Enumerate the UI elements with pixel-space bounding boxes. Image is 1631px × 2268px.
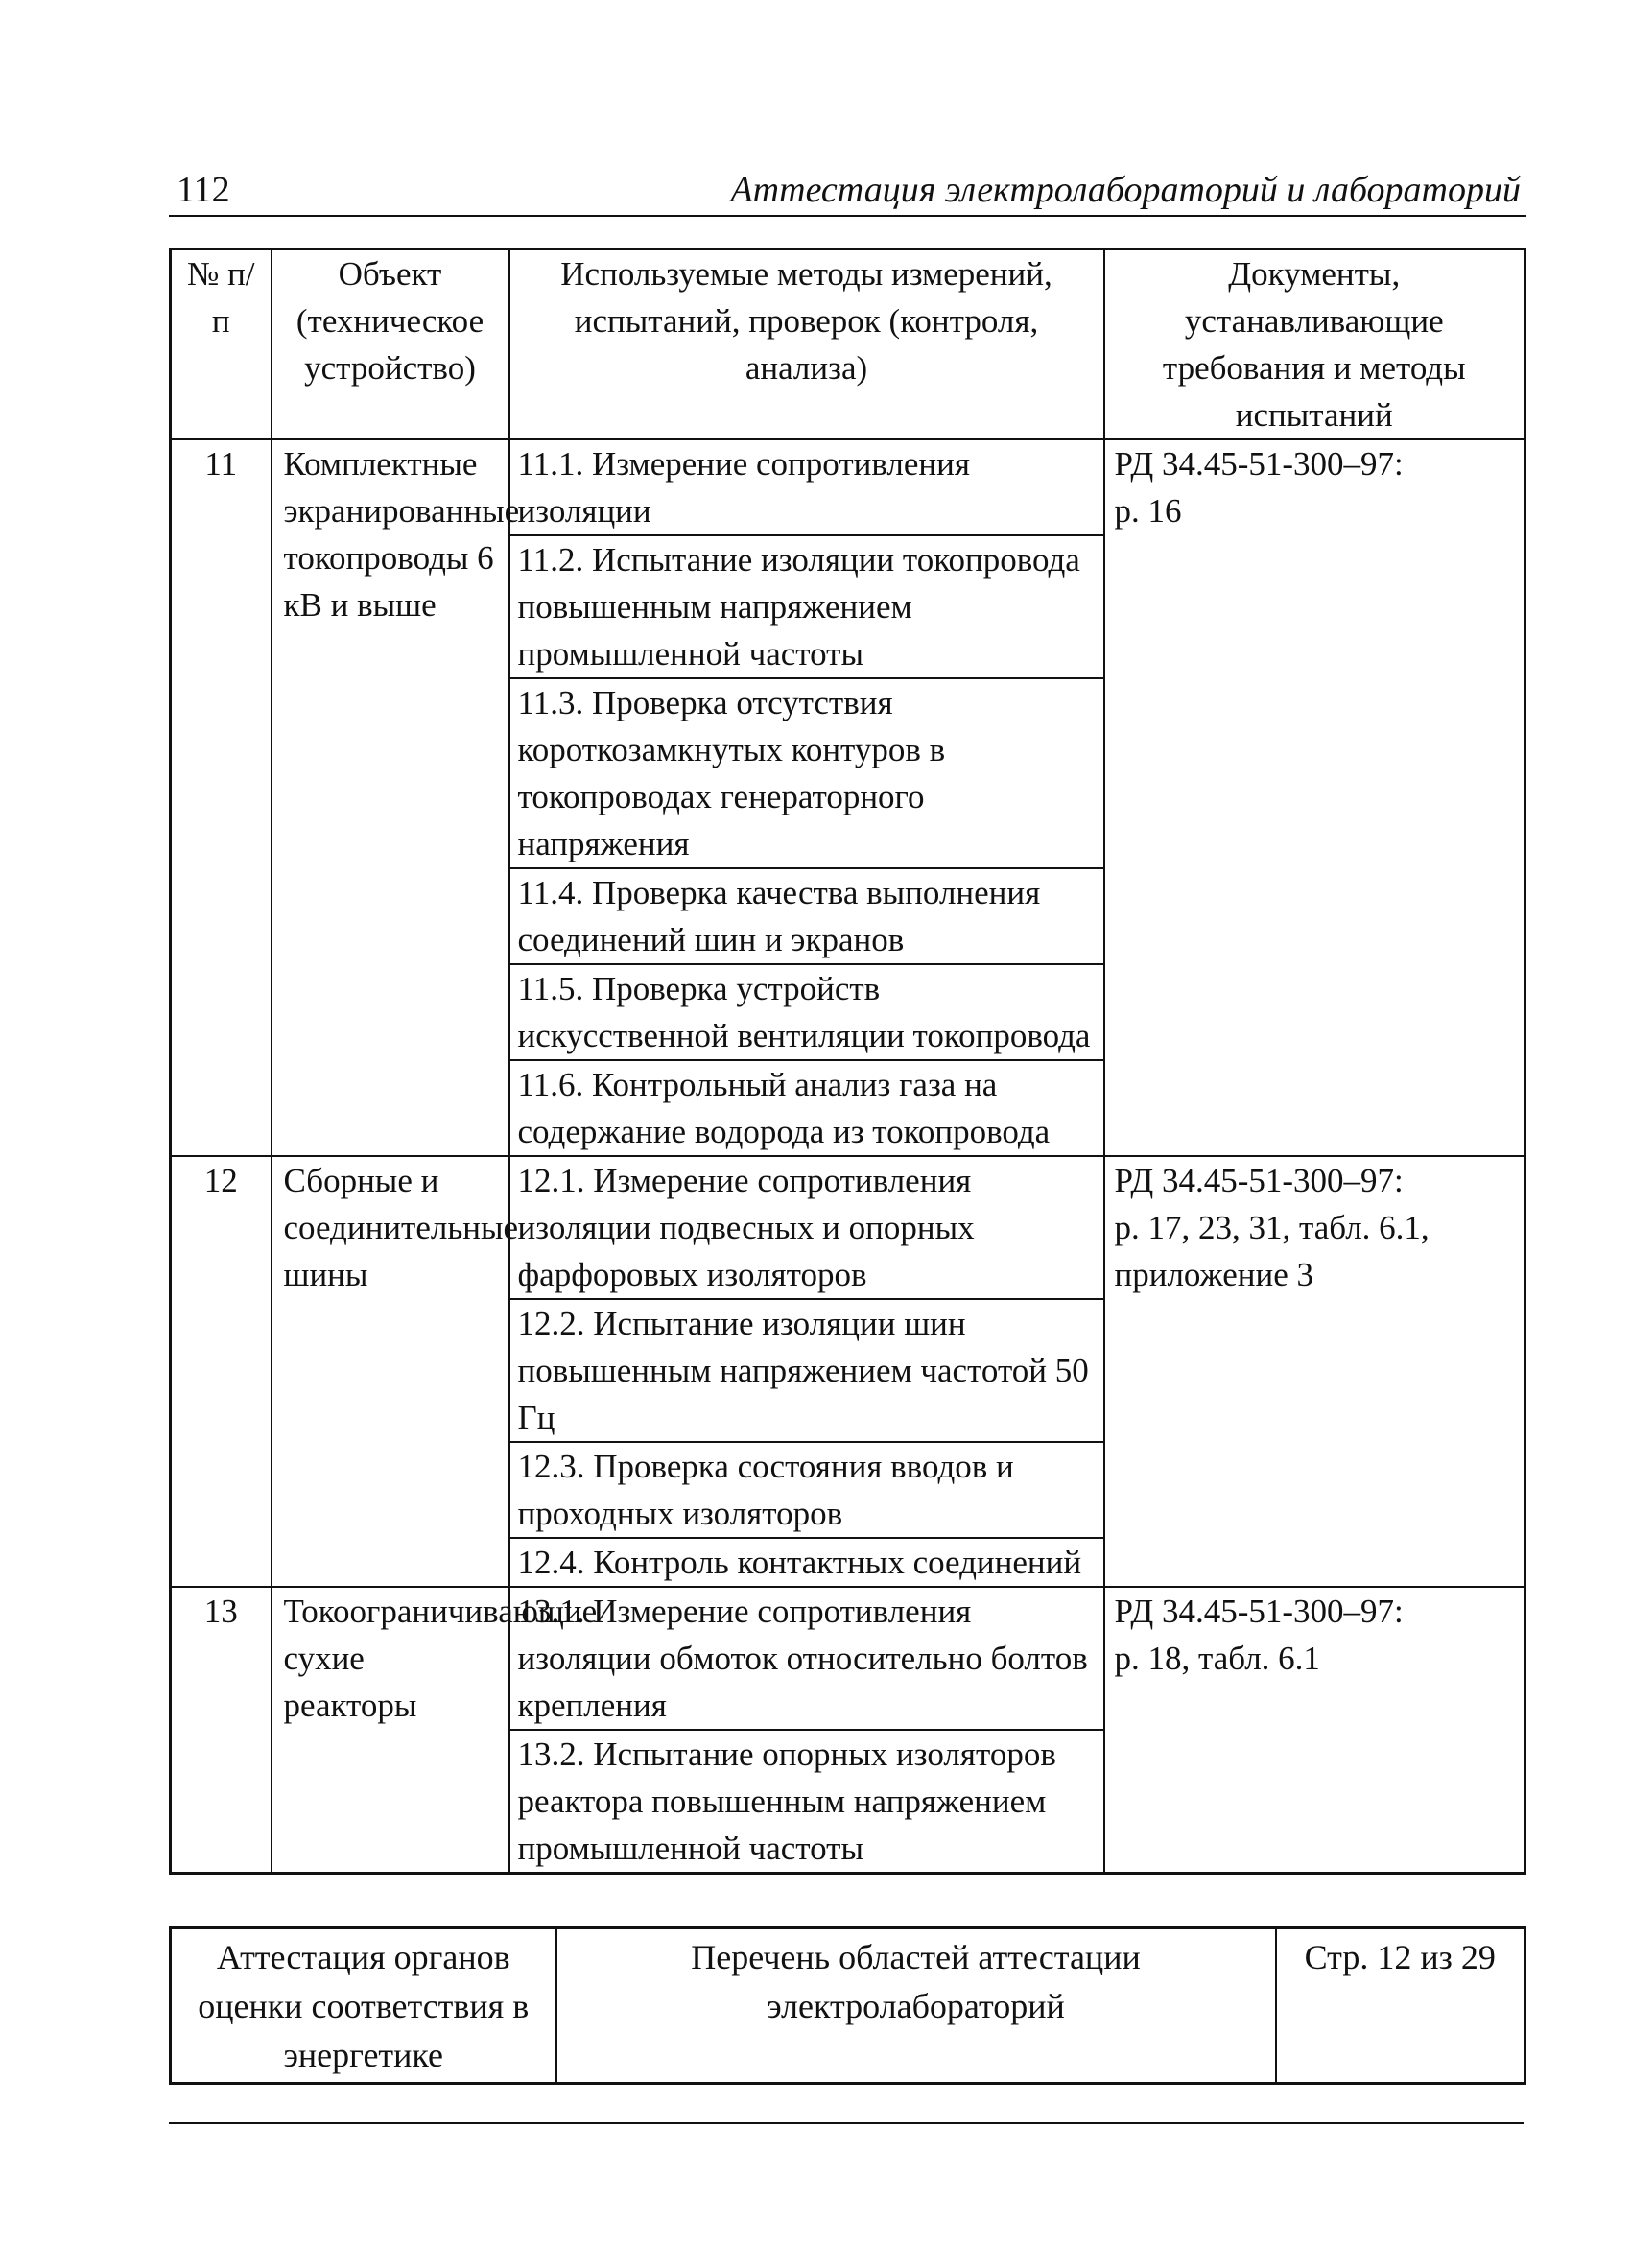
page-number: 112 [177, 170, 230, 210]
object-cell: Токоограничивающие сухие реакторы [272, 1587, 509, 1874]
method-cell: 11.2. Испытание изоляции токопровода повышенным напряжением промышленной частоты [509, 535, 1104, 678]
documents-cell: РД 34.45-51-300–97: р. 18, табл. 6.1 [1104, 1587, 1525, 1874]
footer-table [169, 1926, 1526, 2085]
method-cell: 11.1. Измерение сопротивления изоляции [509, 439, 1104, 535]
documents-cell: РД 34.45-51-300–97: р. 16 [1104, 439, 1525, 1156]
row-number: 13 [171, 1587, 272, 1874]
header-methods: Используемые методы измерений, испытаний, проверок (контроля, анализа) [509, 249, 1104, 440]
method-cell: 13.1. Измерение сопротивления изоляции обмоток относительно болтов крепления [509, 1587, 1104, 1730]
row-number: 12 [171, 1156, 272, 1587]
table-header-row [171, 249, 1525, 440]
method-cell: 12.1. Измерение сопротивления изоляции подвесных и опорных фарфоровых изоляторов [509, 1156, 1104, 1299]
method-cell: 11.4. Проверка качества выполнения соединений шин и экранов [509, 868, 1104, 964]
footer-organization: Аттестация органов оценки соответствия в энергетике [171, 1928, 556, 2084]
documents-cell: РД 34.45-51-300–97: р. 17, 23, 31, табл. 6.1, приложение 3 [1104, 1156, 1525, 1587]
header-rule [169, 215, 1526, 217]
method-cell: 11.3. Проверка отсутствия короткозамкнутых контуров в токопроводах генераторного напряжения [509, 678, 1104, 868]
row-number: 11 [171, 439, 272, 1156]
footer-document-title: Перечень областей аттестации электролабораторий [556, 1928, 1276, 2084]
footer-row [171, 1928, 1525, 2084]
object-cell: Сборные и соединительные шины [272, 1156, 509, 1587]
method-cell: 13.2. Испытание опорных изоляторов реактора повышенным напряжением промышленной частоты [509, 1730, 1104, 1874]
table-row [171, 1587, 1525, 1730]
table-row [171, 439, 1525, 535]
method-cell: 12.3. Проверка состояния вводов и проходных изоляторов [509, 1442, 1104, 1538]
footer-page-count: Стр. 12 из 29 [1276, 1928, 1525, 2084]
method-cell: 12.2. Испытание изоляции шин повышенным напряжением частотой 50 Гц [509, 1299, 1104, 1442]
object-cell: Комплектные экранированные токопроводы 6 кВ и выше [272, 439, 509, 1156]
table-row [171, 1156, 1525, 1299]
header-object: Объект (техническое устройство) [272, 249, 509, 440]
header-num: № п/п [171, 249, 272, 440]
running-title: Аттестация электролабораторий и лабораторий [730, 170, 1521, 210]
method-cell: 11.5. Проверка устройств искусственной вентиляции токопровода [509, 964, 1104, 1060]
footer-rule [169, 2122, 1524, 2124]
method-cell: 11.6. Контрольный анализ газа на содержание водорода из токопровода [509, 1060, 1104, 1156]
attestation-table [169, 248, 1526, 1875]
page-header [169, 163, 1526, 217]
header-documents: Документы, устанавливающие требования и методы испытаний [1104, 249, 1525, 440]
method-cell: 12.4. Контроль контактных соединений [509, 1538, 1104, 1587]
